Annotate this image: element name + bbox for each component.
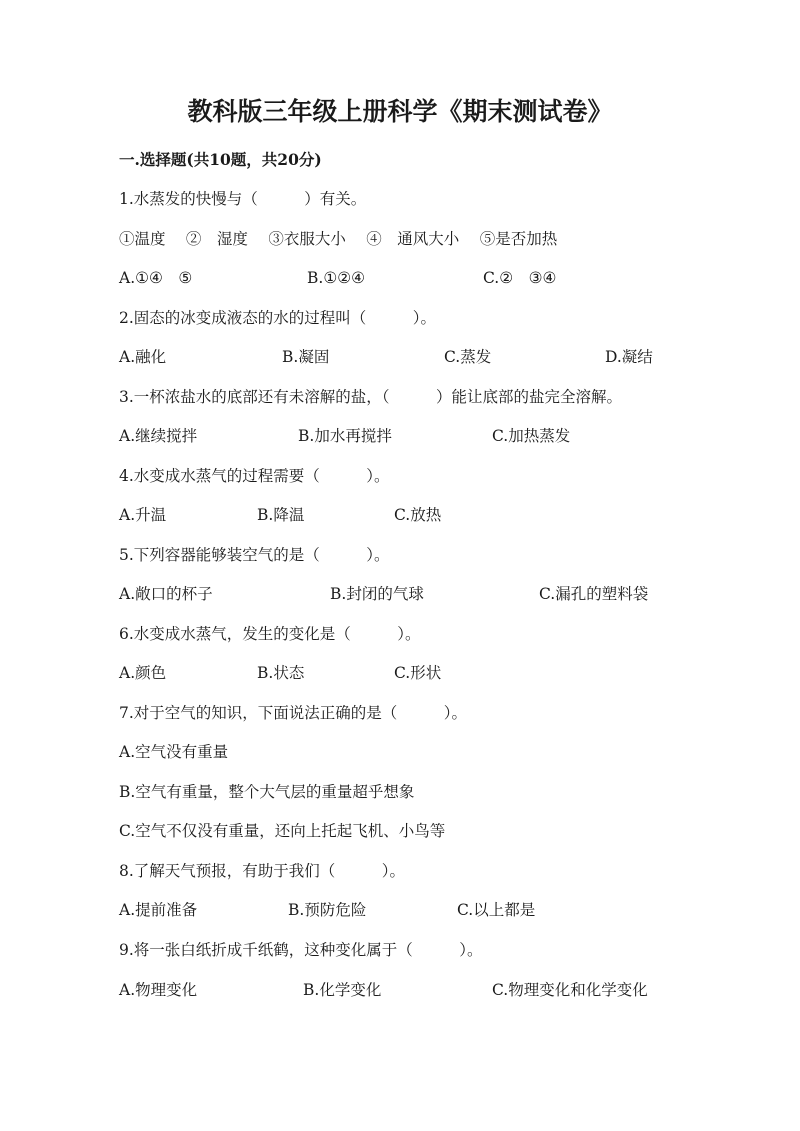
option-c[interactable]: C.加热蒸发: [492, 427, 571, 445]
option-c[interactable]: C.以上都是: [457, 901, 536, 919]
option-b[interactable]: B.降温: [257, 506, 305, 524]
option-c[interactable]: C.蒸发: [444, 348, 492, 366]
option-a[interactable]: A.物理变化: [119, 981, 198, 999]
option-c[interactable]: C.形状: [394, 664, 442, 682]
question-8-options: [119, 896, 679, 924]
question-5-options: [119, 580, 679, 608]
page-title: 教科版三年级上册科学《期末测试卷》: [187, 97, 613, 126]
option-a[interactable]: A.空气没有重量: [119, 743, 229, 761]
option-b[interactable]: B.状态: [257, 664, 305, 682]
question-6-options: [119, 659, 679, 687]
option-a[interactable]: A.升温: [119, 506, 167, 524]
option-c[interactable]: C.空气不仅没有重量，还向上托起飞机、小鸟等: [119, 822, 446, 840]
option-b[interactable]: B.封闭的气球: [330, 585, 424, 603]
question-1-options: [119, 264, 679, 292]
option-a[interactable]: A.①④ ⑤: [119, 269, 193, 287]
question-5-stem: 5.下列容器能够装空气的是（ ）。: [119, 546, 390, 564]
question-2-options: [119, 343, 679, 371]
question-3-stem: 3.一杯浓盐水的底部还有未溶解的盐，（ ）能让底部的盐完全溶解。: [119, 388, 623, 406]
question-9-options: [119, 976, 679, 1004]
question-4-stem: 4.水变成水蒸气的过程需要（ ）。: [119, 467, 390, 485]
option-a[interactable]: A.颜色: [119, 664, 167, 682]
option-a[interactable]: A.融化: [119, 348, 167, 366]
option-b[interactable]: B.①②④: [307, 269, 366, 287]
option-a[interactable]: A.提前准备: [119, 901, 198, 919]
question-3-options: [119, 422, 679, 450]
question-4-options: [119, 501, 679, 529]
option-b[interactable]: B.空气有重量，整个大气层的重量超乎想象: [119, 783, 415, 801]
question-2-stem: 2.固态的冰变成液态的水的过程叫（ ）。: [119, 309, 437, 327]
option-b[interactable]: B.凝固: [282, 348, 330, 366]
option-c[interactable]: C.漏孔的塑料袋: [539, 585, 649, 603]
option-a[interactable]: A.继续搅拌: [119, 427, 198, 445]
option-d[interactable]: D.凝结: [605, 348, 653, 366]
question-6-stem: 6.水变成水蒸气，发生的变化是（ ）。: [119, 625, 421, 643]
question-7-stem: 7.对于空气的知识，下面说法正确的是（ ）。: [119, 704, 468, 722]
question-1-stem: 1.水蒸发的快慢与（ ）有关。: [119, 190, 367, 208]
option-c[interactable]: C.物理变化和化学变化: [492, 981, 648, 999]
option-b[interactable]: B.预防危险: [288, 901, 367, 919]
option-b[interactable]: B.化学变化: [303, 981, 382, 999]
option-c[interactable]: C.② ③④: [483, 269, 557, 287]
section-heading: 一.选择题(共10题，共20分): [119, 150, 322, 169]
option-c[interactable]: C.放热: [394, 506, 442, 524]
question-9-stem: 9.将一张白纸折成千纸鹤，这种变化属于（ ）。: [119, 941, 483, 959]
option-a[interactable]: A.敞口的杯子: [119, 585, 213, 603]
question-1-factors: ①温度 ② 湿度 ③衣服大小 ④ 通风大小 ⑤是否加热: [119, 230, 558, 248]
option-b[interactable]: B.加水再搅拌: [298, 427, 392, 445]
question-8-stem: 8.了解天气预报，有助于我们（ ）。: [119, 862, 406, 880]
